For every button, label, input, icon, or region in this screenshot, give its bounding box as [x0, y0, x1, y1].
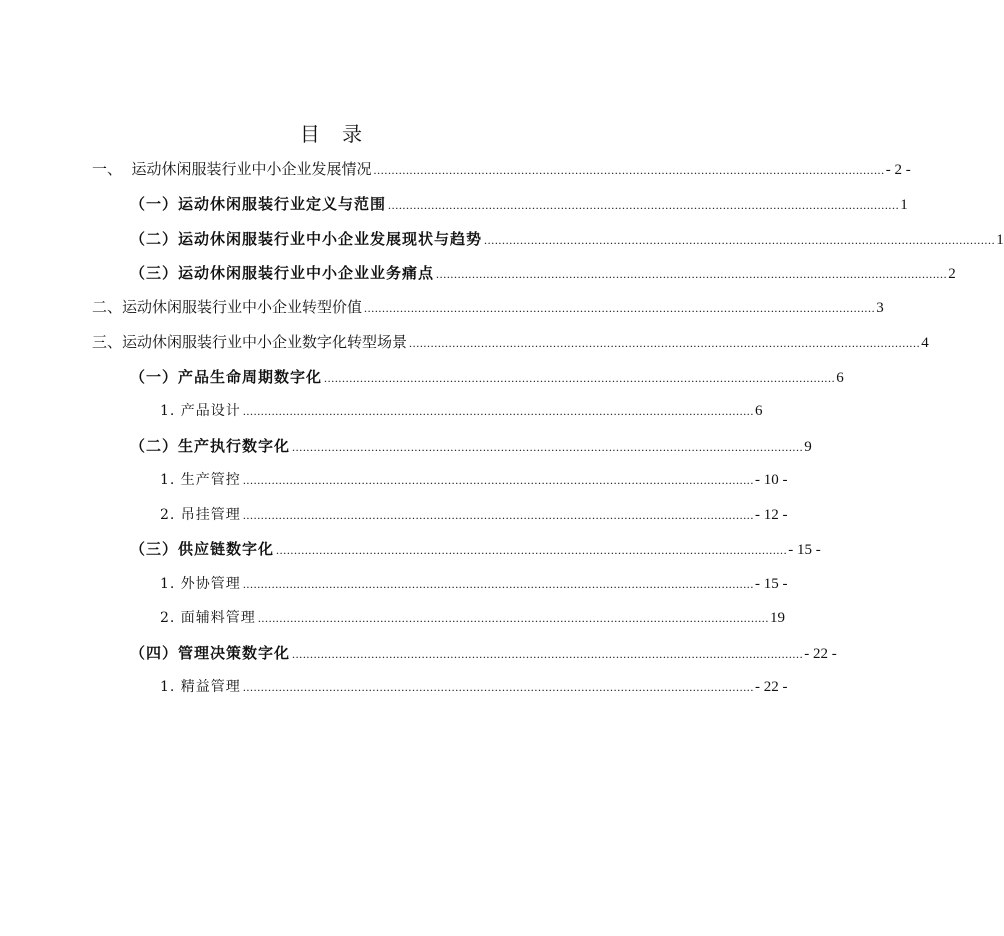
toc-entry-section-2[interactable]	[92, 295, 884, 319]
toc-entry-title: （一）产品生命周期数字化	[130, 368, 323, 386]
toc-entry-3-2[interactable]	[130, 434, 812, 458]
toc-entry-title: （一）运动休闲服装行业定义与范围	[130, 195, 387, 213]
toc-entry-title: （三）供应链数字化	[130, 540, 275, 558]
toc-entry-3-3[interactable]	[130, 537, 821, 561]
toc-entry-page: 6	[755, 403, 763, 419]
toc-entry-title: （三）运动休闲服装行业中小企业业务痛点	[130, 264, 435, 282]
dot-leader: ..............................................................................................................................................	[242, 680, 755, 694]
toc-entry-section-3[interactable]	[92, 330, 929, 354]
toc-entry-page: 4	[921, 335, 929, 351]
toc-entry-title: 1. 外协管理	[160, 576, 241, 592]
toc-entry-title: 三、运动休闲服装行业中小企业数字化转型场景	[92, 333, 408, 351]
toc-entry-page: - 15 -	[755, 576, 788, 592]
toc-entry-page: 3	[876, 300, 884, 316]
toc-entry-title: 2. 吊挂管理	[160, 507, 241, 523]
toc-entry-section-1[interactable]	[92, 157, 911, 181]
toc-entry-page: - 15 -	[788, 542, 821, 558]
dot-leader: ..............................................................................................................................................	[409, 336, 921, 350]
toc-entry-page: - 22 -	[804, 646, 837, 662]
toc-entry-page: - 10 -	[755, 472, 788, 488]
toc-entry-3-4-1[interactable]	[160, 675, 788, 699]
dot-leader: ..............................................................................................................................................	[484, 233, 996, 247]
toc-entry-1-2[interactable]	[130, 227, 1004, 251]
dot-leader: ..............................................................................................................................................	[364, 301, 876, 315]
toc-entry-title: 1. 精益管理	[160, 679, 241, 695]
toc-entry-page: 2	[948, 266, 956, 282]
toc-entry-3-1[interactable]	[130, 365, 844, 389]
toc-entry-title: （四）管理决策数字化	[130, 644, 291, 662]
dot-leader: ..............................................................................................................................................	[324, 371, 836, 385]
toc-entry-page: - 22 -	[755, 679, 788, 695]
toc-entry-3-3-2[interactable]	[160, 606, 786, 630]
toc-entry-page: 9	[804, 439, 812, 455]
toc-entry-title: 1. 产品设计	[160, 403, 241, 419]
toc-entry-3-2-2[interactable]	[160, 503, 788, 527]
toc-entry-title: 2. 面辅料管理	[160, 610, 256, 626]
dot-leader: ..............................................................................................................................................	[292, 440, 804, 454]
dot-leader: ..............................................................................................................................................	[388, 198, 900, 212]
toc-entry-title: 一、 运动休闲服装行业中小企业发展情况	[92, 160, 372, 178]
toc-entry-title: 二、运动休闲服装行业中小企业转型价值	[92, 298, 363, 316]
dot-leader: ..............................................................................................................................................	[242, 404, 755, 418]
dot-leader: ..............................................................................................................................................	[292, 647, 804, 661]
dot-leader: ..............................................................................................................................................	[242, 577, 755, 591]
toc-title: 目 录	[299, 122, 371, 146]
toc-entry-1-3[interactable]	[130, 261, 956, 285]
toc-entry-3-4[interactable]	[130, 641, 837, 665]
toc-entry-3-3-1[interactable]	[160, 572, 788, 596]
toc-entry-title: 1. 生产管控	[160, 472, 241, 488]
dot-leader: ..............................................................................................................................................	[373, 163, 885, 177]
toc-entry-page: 1	[900, 197, 908, 213]
toc-entry-page: - 12 -	[755, 507, 788, 523]
dot-leader: ..............................................................................................................................................	[276, 543, 788, 557]
toc-entry-title: （二）运动休闲服装行业中小企业发展现状与趋势	[130, 230, 483, 248]
toc-entry-page: 19	[770, 610, 786, 626]
dot-leader: ..............................................................................................................................................	[257, 611, 770, 625]
dot-leader: ..............................................................................................................................................	[242, 473, 755, 487]
dot-leader: ..............................................................................................................................................	[242, 508, 755, 522]
dot-leader: ..............................................................................................................................................	[436, 267, 948, 281]
toc-entry-1-1[interactable]	[130, 192, 908, 216]
toc-entry-page: 1	[996, 232, 1004, 248]
toc-entry-page: - 2 -	[885, 162, 911, 178]
toc-entry-title: （二）生产执行数字化	[130, 437, 291, 455]
toc-entry-3-1-1[interactable]	[160, 399, 763, 423]
toc-entry-page: 6	[836, 370, 844, 386]
toc-entry-3-2-1[interactable]	[160, 468, 788, 492]
